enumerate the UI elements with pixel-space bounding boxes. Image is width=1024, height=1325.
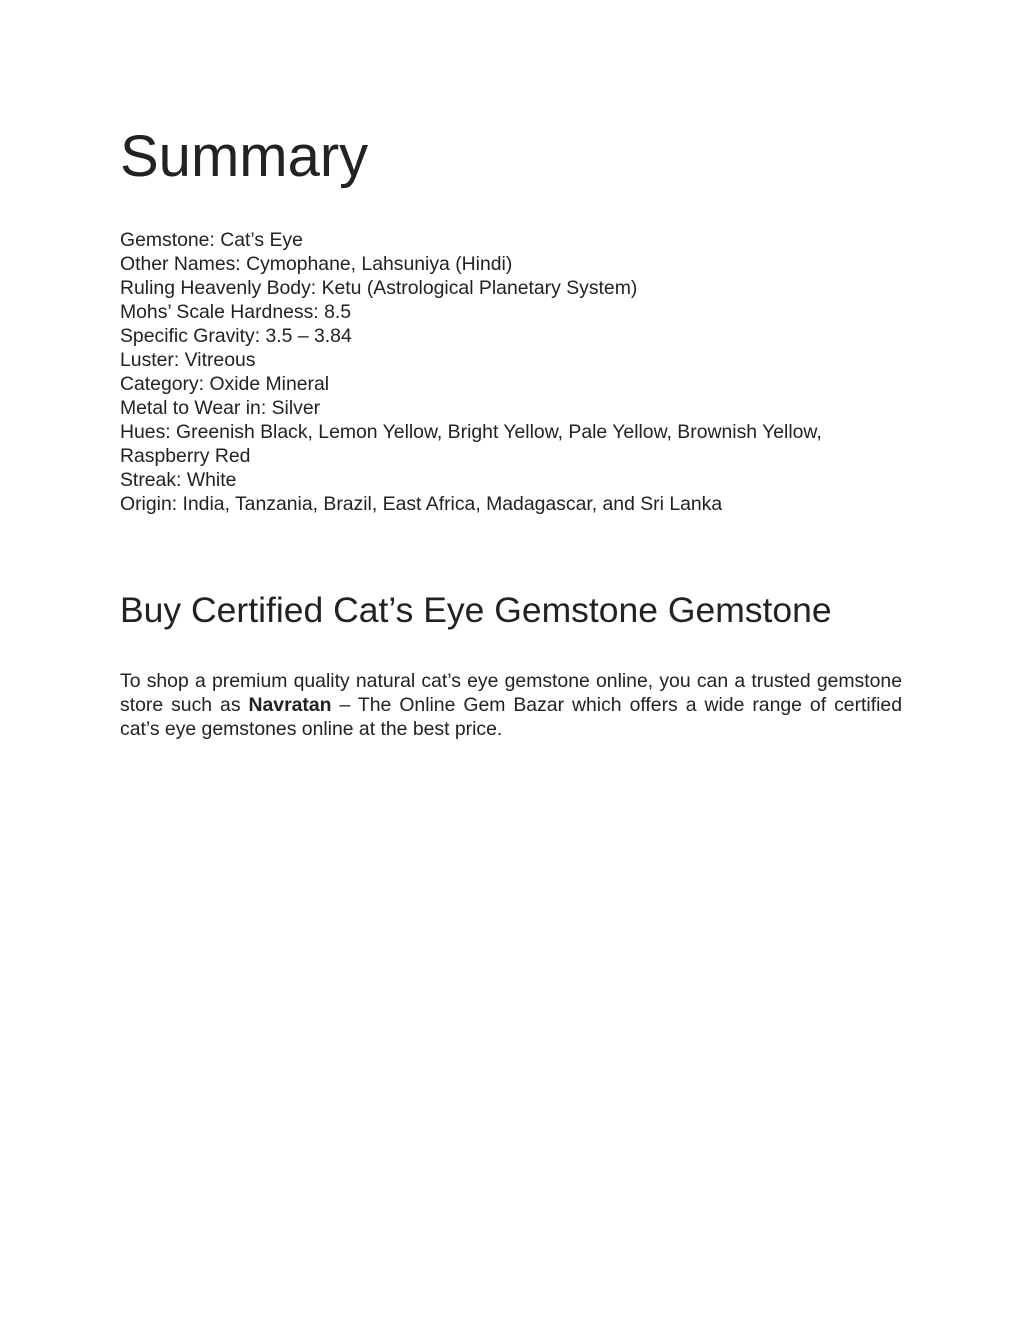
- paragraph-text-before: To shop a premium quality natural cat’s eye gemstone online, you can a trusted gemstone store such as: [120, 670, 902, 716]
- buy-paragraph: [120, 669, 902, 741]
- fact-value: Greenish Black, Lemon Yellow, Bright Yellow, Pale Yellow, Brownish Yellow, Raspberry Red: [120, 421, 822, 467]
- fact-value: Vitreous: [184, 349, 256, 371]
- fact-value: Cymophane, Lahsuniya (Hindi): [246, 253, 513, 275]
- fact-luster: [120, 348, 902, 372]
- fact-label: Origin:: [120, 493, 178, 515]
- section-heading-buy: Buy Certified Cat’s Eye Gemstone Gemstone: [120, 590, 832, 630]
- fact-metal: [120, 396, 902, 420]
- fact-streak: [120, 468, 902, 492]
- fact-value: White: [186, 469, 237, 491]
- gemstone-facts-list: [120, 228, 902, 516]
- store-name: Navratan: [248, 694, 332, 716]
- fact-label: Metal to Wear in:: [120, 397, 267, 419]
- fact-label: Mohs’ Scale Hardness:: [120, 301, 319, 323]
- fact-hues: [120, 420, 902, 468]
- fact-other-names: [120, 252, 902, 276]
- fact-label: Ruling Heavenly Body:: [120, 277, 317, 299]
- fact-label: Category:: [120, 373, 205, 395]
- fact-label: Other Names:: [120, 253, 241, 275]
- fact-value: India, Tanzania, Brazil, East Africa, Madagascar, and Sri Lanka: [182, 493, 723, 515]
- fact-value: 3.5 – 3.84: [265, 325, 352, 347]
- paragraph-text-after: – The Online Gem Bazar which offers a wide range of certified cat’s eye gemstones online at the best price.: [120, 694, 902, 740]
- fact-mohs-hardness: [120, 300, 902, 324]
- document-page: [120, 0, 902, 1325]
- fact-category: [120, 372, 902, 396]
- fact-label: Streak:: [120, 469, 182, 491]
- fact-value: Oxide Mineral: [209, 373, 330, 395]
- fact-value: Cat’s Eye: [220, 229, 303, 251]
- fact-label: Luster:: [120, 349, 180, 371]
- fact-ruling-heavenly-body: [120, 276, 902, 300]
- fact-label: Gemstone:: [120, 229, 215, 251]
- page-title: Summary: [120, 124, 369, 189]
- fact-label: Hues:: [120, 421, 171, 443]
- fact-value: 8.5: [324, 301, 352, 323]
- fact-origin: [120, 492, 902, 516]
- fact-value: Silver: [271, 397, 321, 419]
- fact-value: Ketu (Astrological Planetary System): [321, 277, 638, 299]
- fact-label: Specific Gravity:: [120, 325, 261, 347]
- fact-gemstone: [120, 228, 902, 252]
- fact-specific-gravity: [120, 324, 902, 348]
